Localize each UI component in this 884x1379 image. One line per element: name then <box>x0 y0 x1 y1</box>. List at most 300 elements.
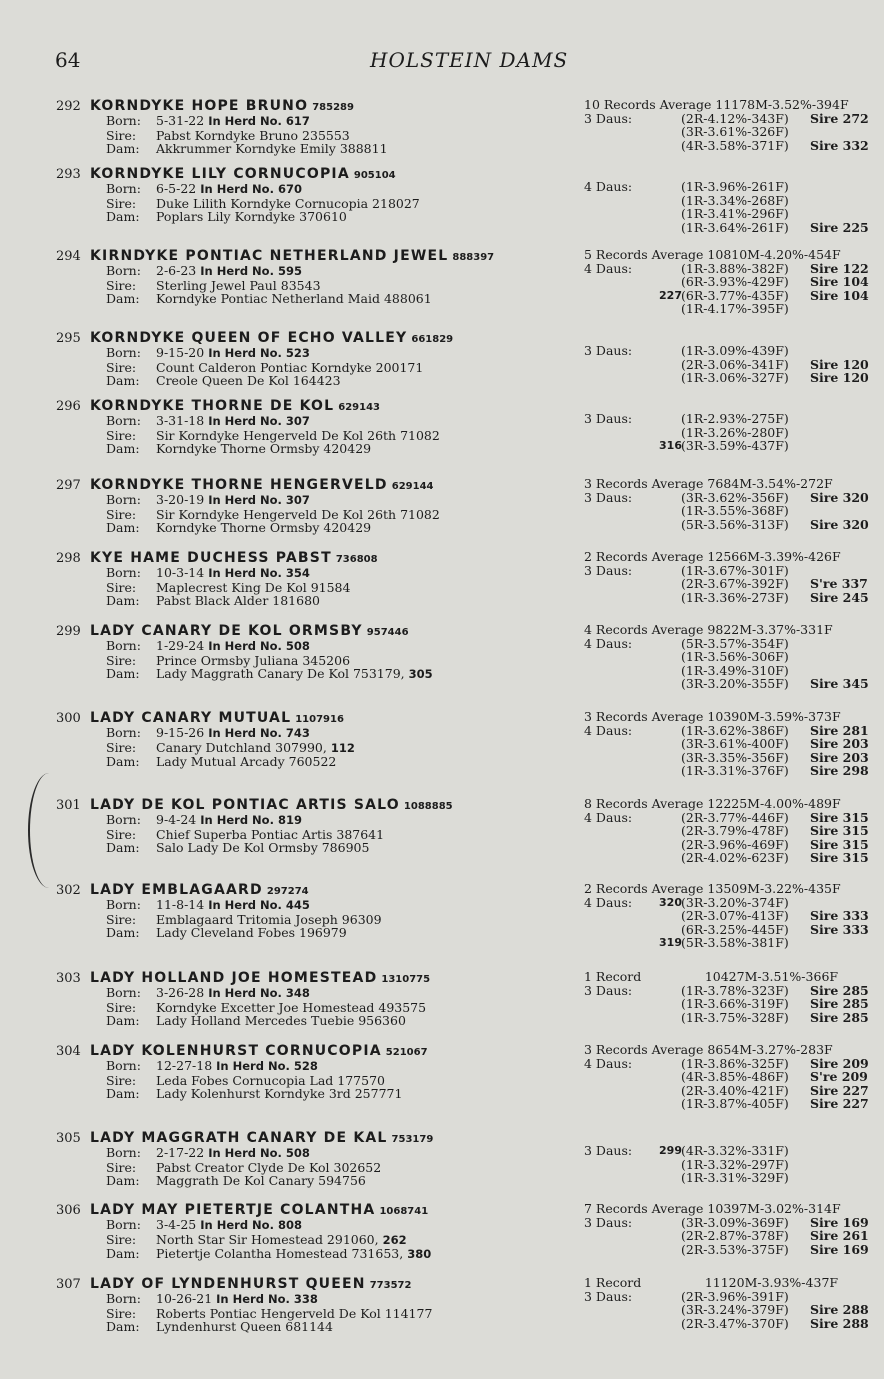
daughter-record <box>584 371 880 385</box>
born-date: 2-17-22 <box>156 1145 205 1160</box>
pedigree-lines <box>106 898 382 940</box>
in-herd-label: In Herd No. <box>216 1292 290 1306</box>
daughter-value: (1R-3.56%-306F) <box>681 649 789 665</box>
herd-number: 595 <box>277 264 302 278</box>
daus-label: 3 Daus: <box>584 343 633 358</box>
pedigree-lines <box>106 1146 381 1188</box>
records-average <box>584 248 880 262</box>
daughter-record <box>584 984 880 998</box>
daughter-record <box>584 923 880 937</box>
dam-label: Dam: <box>106 1086 140 1102</box>
daughter-value: (3R-3.24%-379F) <box>681 1302 789 1318</box>
born-line <box>106 1218 431 1233</box>
born-label: Born: <box>106 1058 141 1073</box>
sire-name: Canary Dutchland 307990, <box>156 739 327 755</box>
sire-name: Leda Fobes Cornucopia Lad 177570 <box>156 1072 385 1088</box>
daughter-value: (3R-3.20%-374F) <box>681 894 789 910</box>
sire-label: Sire: <box>106 911 137 927</box>
sire-line <box>106 581 350 595</box>
sire-line <box>106 1233 431 1248</box>
daughter-record <box>584 1057 880 1071</box>
daughter-value: (1R-3.09%-439F) <box>681 343 789 358</box>
daughter-sire: Sire 209 <box>810 1055 869 1071</box>
production-records <box>584 970 880 1024</box>
page-title: HOLSTEIN DAMS <box>370 48 569 72</box>
daughter-sire: S're 209 <box>810 1069 868 1085</box>
daughter-record <box>584 289 880 303</box>
herd-number: 819 <box>277 813 302 827</box>
records-text: 1 Record 10427M-3.51%-366F <box>584 969 839 984</box>
born-label: Born: <box>106 413 141 428</box>
sire-name: Duke Lilith Korndyke Cornucopia 218027 <box>156 195 420 211</box>
production-records <box>584 180 880 234</box>
entry-number: 293 <box>56 167 81 182</box>
records-text: 10 Records Average 11178M-3.52%-394F <box>584 97 849 112</box>
margin-bracket-mark <box>28 773 70 888</box>
herd-number: 348 <box>285 986 310 1000</box>
cow-name-text: LADY KOLENHURST CORNUCOPIA <box>90 1043 382 1059</box>
daughter-ref: 320 <box>659 895 682 909</box>
sire-name: Count Calderon Pontiac Korndyke 200171 <box>156 359 424 375</box>
daughter-record <box>584 737 880 751</box>
daughter-record <box>584 125 880 139</box>
entry-number: 302 <box>56 883 81 898</box>
herd-number: 670 <box>277 182 302 196</box>
sire-label: Sire: <box>106 427 137 443</box>
daughter-value: (2R-3.67%-392F) <box>681 576 789 592</box>
daus-label: 4 Daus: <box>584 179 633 194</box>
daughter-record <box>584 811 880 825</box>
in-herd-label: In Herd No. <box>208 639 282 653</box>
daus-label: 4 Daus: <box>584 635 633 651</box>
born-date: 9-4-24 <box>156 812 197 827</box>
dam-label: Dam: <box>106 520 140 536</box>
daughter-sire: Sire 225 <box>810 219 869 235</box>
registration-number: 1107916 <box>295 714 344 725</box>
daughter-record <box>584 851 880 865</box>
records-average <box>584 970 880 984</box>
dam-line <box>106 292 432 306</box>
daughter-record <box>584 412 880 426</box>
production-records <box>584 623 880 691</box>
sire-line <box>106 279 432 293</box>
dam-line <box>106 594 350 608</box>
dam-label: Dam: <box>106 1013 140 1029</box>
daughter-sire: Sire 227 <box>810 1082 869 1098</box>
sire-line <box>106 429 440 443</box>
cow-name-text: LADY CANARY DE KOL ORMSBY <box>90 623 363 639</box>
entry-number: 292 <box>56 99 81 114</box>
herd-number: 617 <box>285 114 310 128</box>
dam-line <box>106 667 433 682</box>
records-average <box>584 882 880 896</box>
in-herd-label: In Herd No. <box>208 346 282 360</box>
production-records <box>584 1276 880 1330</box>
dam-line <box>106 841 384 855</box>
born-label: Born: <box>106 812 141 827</box>
in-herd-label: In Herd No. <box>208 566 282 580</box>
daughter-value: (1R-3.41%-296F) <box>681 206 789 222</box>
daughter-record <box>584 650 880 664</box>
cow-name-text: KORNDYKE HOPE BRUNO <box>90 98 309 114</box>
dam-line <box>106 1247 431 1262</box>
daughter-sire: Sire 120 <box>810 356 869 372</box>
sire-name: Pabst Creator Clyde De Kol 302652 <box>156 1159 382 1175</box>
daughter-record <box>584 997 880 1011</box>
daus-label: 3 Daus: <box>584 411 633 426</box>
sire-label: Sire: <box>106 506 137 522</box>
daughter-sire: Sire 120 <box>810 370 869 386</box>
cow-name <box>90 1130 433 1146</box>
daughter-record <box>584 1303 880 1317</box>
born-date: 3-4-25 <box>156 1217 197 1232</box>
daughter-value: (2R-3.79%-478F) <box>681 823 789 839</box>
production-records <box>584 1202 880 1256</box>
sire-line <box>106 129 388 143</box>
pedigree-lines <box>106 1218 431 1262</box>
sire-label: Sire: <box>106 999 137 1015</box>
entry-number: 304 <box>56 1044 81 1059</box>
cow-name <box>90 330 453 346</box>
registration-number: 888397 <box>452 252 495 263</box>
herd-number: 528 <box>293 1059 318 1073</box>
daughter-record <box>584 838 880 852</box>
records-text: 2 Records Average 12566M-3.39%-426F <box>584 549 841 564</box>
in-herd-label: In Herd No. <box>216 1059 290 1073</box>
dam-name: Pabst Black Alder 181680 <box>156 593 320 609</box>
daughter-record <box>584 824 880 838</box>
herd-number: 445 <box>285 898 310 912</box>
daughter-record <box>584 426 880 440</box>
born-line <box>106 493 440 508</box>
born-line <box>106 566 350 581</box>
entry-number: 297 <box>56 478 81 493</box>
cow-name <box>90 398 380 414</box>
herd-number: 307 <box>285 493 310 507</box>
dam-name: Salo Lady De Kol Ormsby 786905 <box>156 840 370 856</box>
born-label: Born: <box>106 725 141 740</box>
daughter-sire: Sire 203 <box>810 749 869 765</box>
entry-number: 301 <box>56 798 81 813</box>
daughter-record <box>584 1171 880 1185</box>
registration-number: 1310775 <box>381 974 431 985</box>
records-average <box>584 550 880 564</box>
born-line <box>106 639 433 654</box>
dam-label: Dam: <box>106 1173 140 1189</box>
daughter-record <box>584 564 880 578</box>
daughter-record <box>584 1243 880 1257</box>
born-date: 12-27-18 <box>156 1058 213 1073</box>
daughter-record <box>584 751 880 765</box>
daus-label: 4 Daus: <box>584 1055 633 1071</box>
registration-number: 521067 <box>385 1047 428 1058</box>
born-line <box>106 414 440 429</box>
born-line <box>106 346 423 361</box>
daughter-ref: 227 <box>659 288 682 302</box>
daughter-value: (4R-3.85%-486F) <box>681 1069 789 1085</box>
daughter-record <box>584 1229 880 1243</box>
daughter-value: (2R-4.12%-343F) <box>681 110 789 126</box>
in-herd-label: In Herd No. <box>208 493 282 507</box>
born-date: 9-15-20 <box>156 345 205 360</box>
daughter-value: (1R-3.88%-382F) <box>681 260 789 276</box>
daughter-record <box>584 764 880 778</box>
records-average <box>584 1276 880 1290</box>
cow-name-text: LADY CANARY MUTUAL <box>90 710 292 726</box>
daughter-sire: S're 337 <box>810 576 868 592</box>
born-line <box>106 726 355 741</box>
cow-name-text: LADY DE KOL PONTIAC ARTIS SALO <box>90 797 400 813</box>
cow-name <box>90 1202 428 1218</box>
production-records <box>584 412 880 453</box>
sire-line <box>106 741 355 756</box>
records-text: 7 Records Average 10397M-3.02%-314F <box>584 1201 841 1216</box>
born-date: 3-20-19 <box>156 492 205 507</box>
born-date: 10-26-21 <box>156 1291 213 1306</box>
dam-name: Maggrath De Kol Canary 594756 <box>156 1173 366 1189</box>
daughter-record <box>584 112 880 126</box>
daughter-value: (5R-3.57%-354F) <box>681 635 789 651</box>
sire-line <box>106 828 384 842</box>
entry-number: 296 <box>56 399 81 414</box>
dam-label: Dam: <box>106 840 140 856</box>
daus-label: 3 Daus: <box>584 489 633 505</box>
registration-number: 629144 <box>391 481 434 492</box>
daughter-value: (6R-3.93%-429F) <box>681 274 789 290</box>
pedigree-lines <box>106 813 384 855</box>
daughter-ref: 319 <box>659 936 682 950</box>
daughter-record <box>584 637 880 651</box>
daughter-record <box>584 518 880 532</box>
dam-name: Korndyke Thorne Ormsby 420429 <box>156 441 372 457</box>
daughter-value: (1R-3.34%-268F) <box>681 192 789 208</box>
entry-number: 303 <box>56 971 81 986</box>
sire-label: Sire: <box>106 195 137 211</box>
cow-name-text: KORNDYKE THORNE HENGERVELD <box>90 477 388 493</box>
records-text: 8 Records Average 12225M-4.00%-489F <box>584 796 841 811</box>
herd-number: 508 <box>285 1146 310 1160</box>
dam-line <box>106 1320 432 1334</box>
cow-name-text: KORNDYKE QUEEN OF ECHO VALLEY <box>90 330 408 346</box>
daughter-sire: Sire 315 <box>810 836 869 852</box>
daughter-value: (1R-3.62%-386F) <box>681 722 789 738</box>
daughter-ref: 299 <box>659 1144 682 1157</box>
sire-line <box>106 1001 426 1015</box>
pedigree-lines <box>106 493 440 535</box>
born-label: Born: <box>106 1145 141 1160</box>
pedigree-lines <box>106 726 355 769</box>
daughter-record <box>584 1011 880 1025</box>
sire-line <box>106 913 382 927</box>
production-records <box>584 710 880 778</box>
dam-label: Dam: <box>106 1246 140 1262</box>
born-label: Born: <box>106 113 141 128</box>
born-label: Born: <box>106 1217 141 1232</box>
dam-label: Dam: <box>106 441 140 457</box>
herd-number: 523 <box>285 346 310 360</box>
daughter-sire: Sire 272 <box>810 110 869 126</box>
daughter-value: (3R-3.62%-356F) <box>681 489 789 505</box>
daughter-value: (2R-3.40%-421F) <box>681 1082 789 1098</box>
daughter-sire: Sire 332 <box>810 137 869 153</box>
daughter-sire: Sire 345 <box>810 676 869 692</box>
daughter-value: (1R-3.31%-376F) <box>681 763 789 779</box>
sire-name: Roberts Pontiac Hengerveld De Kol 114177 <box>156 1305 433 1321</box>
born-date: 2-6-23 <box>156 263 197 278</box>
pedigree-lines <box>106 414 440 456</box>
sire-ref: 112 <box>330 740 355 755</box>
sire-name: Chief Superba Pontiac Artis 387641 <box>156 826 385 842</box>
daughter-sire: Sire 285 <box>810 996 869 1012</box>
born-label: Born: <box>106 565 141 580</box>
daus-label: 3 Daus: <box>584 1143 633 1158</box>
born-date: 6-5-22 <box>156 181 197 196</box>
herd-number: 743 <box>285 726 310 740</box>
dam-line <box>106 755 355 769</box>
production-records <box>584 98 880 152</box>
records-average <box>584 477 880 491</box>
dam-line <box>106 142 388 156</box>
born-date: 9-15-26 <box>156 725 205 740</box>
daughter-value: (1R-3.78%-323F) <box>681 982 789 998</box>
sire-label: Sire: <box>106 359 137 375</box>
production-records <box>584 248 880 316</box>
registration-number: 773572 <box>369 1280 412 1291</box>
daughter-sire: Sire 285 <box>810 1009 869 1025</box>
cow-name <box>90 477 433 493</box>
daughter-value: (6R-3.77%-435F) <box>681 287 789 303</box>
daughter-value: (6R-3.25%-445F) <box>681 921 789 937</box>
born-date: 11-8-14 <box>156 897 205 912</box>
born-line <box>106 1146 381 1161</box>
in-herd-label: In Herd No. <box>208 1146 282 1160</box>
daughter-value: (3R-3.35%-356F) <box>681 749 789 765</box>
daughter-value: (2R-3.06%-341F) <box>681 356 789 372</box>
sire-label: Sire: <box>106 739 137 755</box>
daughter-value: (1R-3.66%-319F) <box>681 996 789 1012</box>
sire-label: Sire: <box>106 1159 137 1175</box>
daughter-record <box>584 221 880 235</box>
daughter-sire: Sire 320 <box>810 516 869 532</box>
daughter-sire: Sire 315 <box>810 809 869 825</box>
dam-label: Dam: <box>106 1319 140 1335</box>
dam-name: Akkrummer Korndyke Emily 388811 <box>156 141 388 157</box>
pedigree-lines <box>106 264 432 306</box>
records-text: 2 Records Average 13509M-3.22%-435F <box>584 881 841 896</box>
records-average <box>584 1202 880 1216</box>
in-herd-label: In Herd No. <box>208 986 282 1000</box>
daughter-sire: Sire 315 <box>810 823 869 839</box>
records-average <box>584 623 880 637</box>
dam-label: Dam: <box>106 925 140 941</box>
sire-label: Sire: <box>106 1305 137 1321</box>
pedigree-lines <box>106 639 433 682</box>
daughter-record <box>584 180 880 194</box>
pedigree-lines <box>106 1292 432 1334</box>
daughter-record <box>584 1144 880 1158</box>
sire-label: Sire: <box>106 277 137 293</box>
dam-label: Dam: <box>106 291 140 307</box>
sire-name: Sterling Jewel Paul 83543 <box>156 277 321 293</box>
dam-name: Lady Mutual Arcady 760522 <box>156 754 337 770</box>
daughter-value: (2R-4.02%-623F) <box>681 850 789 866</box>
sire-label: Sire: <box>106 1072 137 1088</box>
entry-number: 307 <box>56 1277 81 1292</box>
cow-name-text: KORNDYKE THORNE DE KOL <box>90 398 335 414</box>
born-label: Born: <box>106 1291 141 1306</box>
daughter-record <box>584 275 880 289</box>
entry-number: 299 <box>56 624 81 639</box>
daughter-value: (1R-3.87%-405F) <box>681 1096 789 1112</box>
sire-name: Sir Korndyke Hengerveld De Kol 26th 71082 <box>156 427 440 443</box>
daughter-sire: Sire 281 <box>810 722 869 738</box>
dam-ref: 380 <box>407 1247 432 1262</box>
daughter-record <box>584 1158 880 1172</box>
dam-line <box>106 1014 426 1028</box>
in-herd-label: In Herd No. <box>200 813 274 827</box>
dam-line <box>106 1174 381 1188</box>
dam-line <box>106 1087 402 1101</box>
born-line <box>106 264 432 279</box>
herd-number: 808 <box>277 1218 302 1232</box>
daughter-sire: Sire 203 <box>810 736 869 752</box>
pedigree-lines <box>106 346 423 388</box>
daughter-sire: Sire 320 <box>810 489 869 505</box>
registration-number: 297274 <box>266 886 309 897</box>
dam-ref: 305 <box>408 667 433 682</box>
daughter-record <box>584 896 880 910</box>
in-herd-label: In Herd No. <box>208 414 282 428</box>
daughter-sire: Sire 298 <box>810 763 869 779</box>
dam-name: Lady Holland Mercedes Tuebie 956360 <box>156 1013 406 1029</box>
daus-label: 4 Daus: <box>584 260 633 276</box>
daughter-value: (4R-3.32%-331F) <box>681 1143 789 1158</box>
born-label: Born: <box>106 897 141 912</box>
dam-line <box>106 374 423 388</box>
cow-name-text: LADY OF LYNDENHURST QUEEN <box>90 1276 366 1292</box>
dam-label: Dam: <box>106 666 140 682</box>
sire-label: Sire: <box>106 579 137 595</box>
daughter-record <box>584 504 880 518</box>
daughter-value: (1R-2.93%-275F) <box>681 411 789 426</box>
daughter-value: (2R-3.96%-469F) <box>681 836 789 852</box>
in-herd-label: In Herd No. <box>208 114 282 128</box>
entry-number: 295 <box>56 331 81 346</box>
daus-label: 3 Daus: <box>584 1288 633 1304</box>
daughter-value: (2R-3.47%-370F) <box>681 1315 789 1331</box>
production-records <box>584 550 880 604</box>
records-average <box>584 98 880 112</box>
daughter-value: (1R-3.64%-261F) <box>681 219 789 235</box>
registration-number: 785289 <box>312 102 354 113</box>
sire-line <box>106 197 420 211</box>
sire-label: Sire: <box>106 652 137 668</box>
born-label: Born: <box>106 345 141 360</box>
records-text: 3 Records Average 10390M-3.59%-373F <box>584 709 841 724</box>
daughter-value: (5R-3.56%-313F) <box>681 516 789 532</box>
dam-label: Dam: <box>106 209 140 225</box>
production-records <box>584 797 880 865</box>
born-label: Born: <box>106 181 141 196</box>
sire-line <box>106 508 440 522</box>
daughter-record <box>584 207 880 221</box>
entry-number: 298 <box>56 551 81 566</box>
pedigree-lines <box>106 1059 402 1101</box>
daughter-value: (2R-2.87%-378F) <box>681 1228 789 1244</box>
daughter-sire: Sire 261 <box>810 1228 869 1244</box>
sire-line <box>106 1161 381 1175</box>
daus-label: 3 Daus: <box>584 110 633 126</box>
